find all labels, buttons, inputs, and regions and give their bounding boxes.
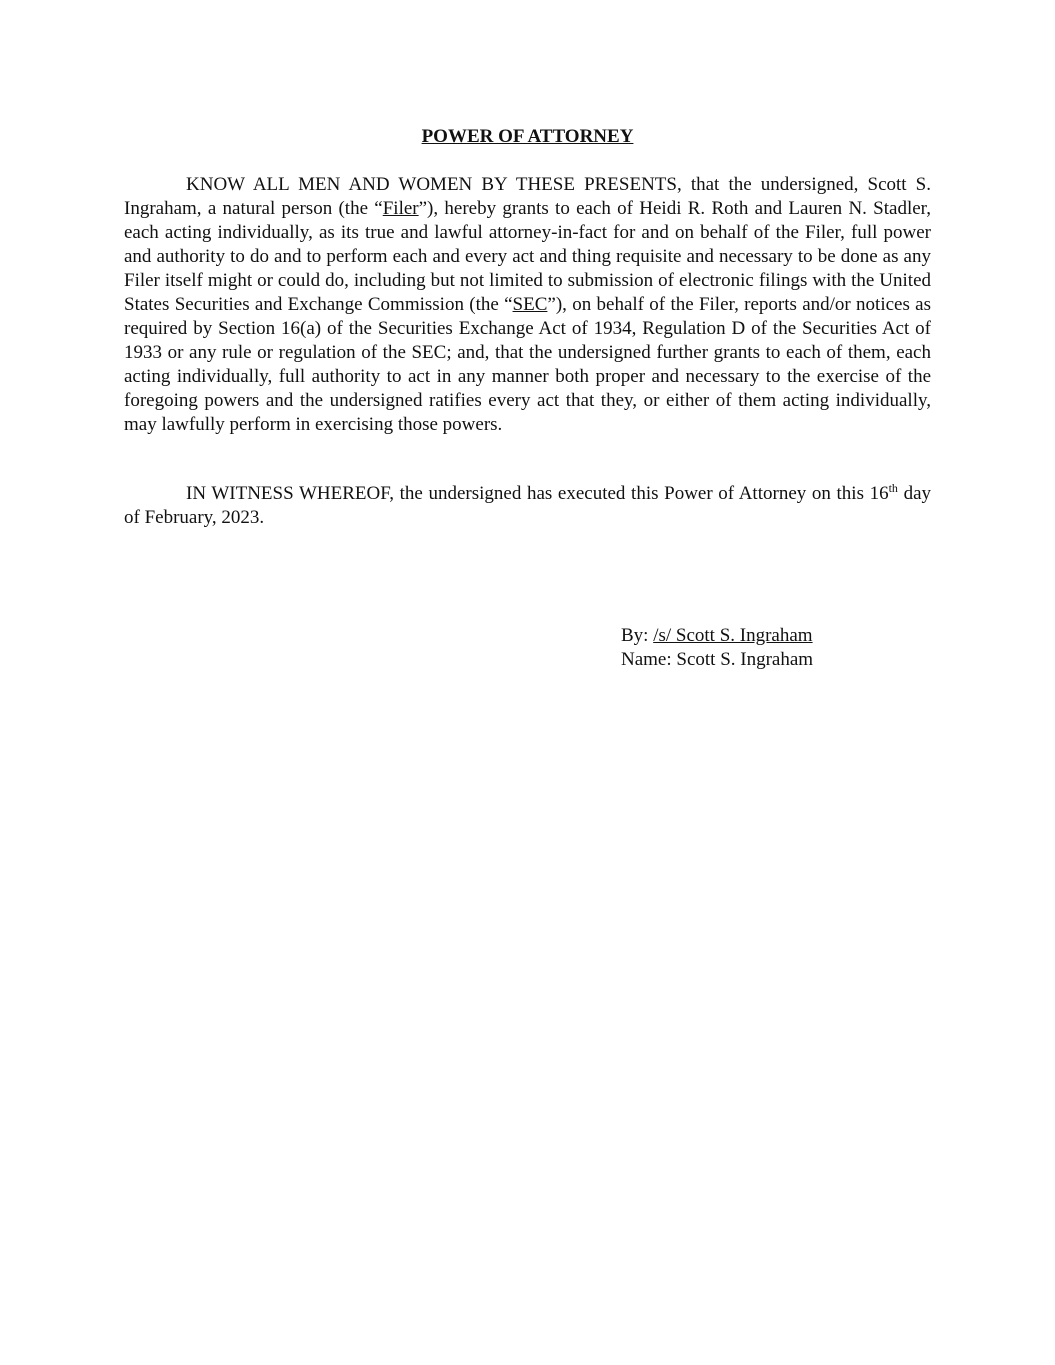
signature-by-value: /s/ Scott S. Ingraham bbox=[653, 625, 813, 646]
witness-paragraph bbox=[124, 482, 931, 530]
grant-text-part-1: KNOW ALL MEN AND WOMEN BY THESE PRESENTS, that the undersigned, Scott S. Ingraham, a natural person (the “ bbox=[124, 174, 931, 219]
grant-paragraph bbox=[124, 173, 931, 437]
grant-text-part-2: ”), hereby grants to each of Heidi R. Roth and Lauren N. Stadler, each acting individually, as its true and lawful attorney-in-fact for and on behalf of the Filer, full power and authority to do and to perform each and every act and thing requisite and necessary to be done as any Filer itself might or could do, including but not limited to submission of electronic filings with the United States Securities and Exchange Commission (the “ bbox=[124, 198, 931, 315]
defined-term-sec: SEC bbox=[512, 294, 548, 315]
document-title: POWER OF ATTORNEY bbox=[421, 126, 634, 147]
defined-term-filer: Filer bbox=[382, 198, 419, 219]
signature-block bbox=[621, 624, 813, 672]
witness-text-end: day of February, 2023. bbox=[124, 483, 931, 528]
signature-name-value: Scott S. Ingraham bbox=[676, 649, 814, 670]
signature-by-label: By: bbox=[621, 625, 654, 646]
grant-text-part-3: ”), on behalf of the Filer, reports and/or notices as required by Section 16(a) of the Securities Exchange Act of 1934, Regulation D of the Securities Act of 1933 or any rule or regulation of the SEC; and, that the undersigned further grants to each of them, each acting individually, full authority to act in any manner both proper and necessary to the exercise of the foregoing powers and the undersigned ratifies every act that they, or either of them acting individually, may lawfully perform in exercising those powers. bbox=[124, 294, 932, 435]
signature-name-line bbox=[621, 648, 813, 672]
signature-by-line bbox=[621, 624, 813, 648]
signature-name-label: Name: bbox=[621, 649, 677, 670]
ordinal-suffix: th bbox=[888, 481, 898, 495]
witness-text: IN WITNESS WHEREOF, the undersigned has executed this Power of Attorney on this 16 bbox=[186, 483, 889, 504]
